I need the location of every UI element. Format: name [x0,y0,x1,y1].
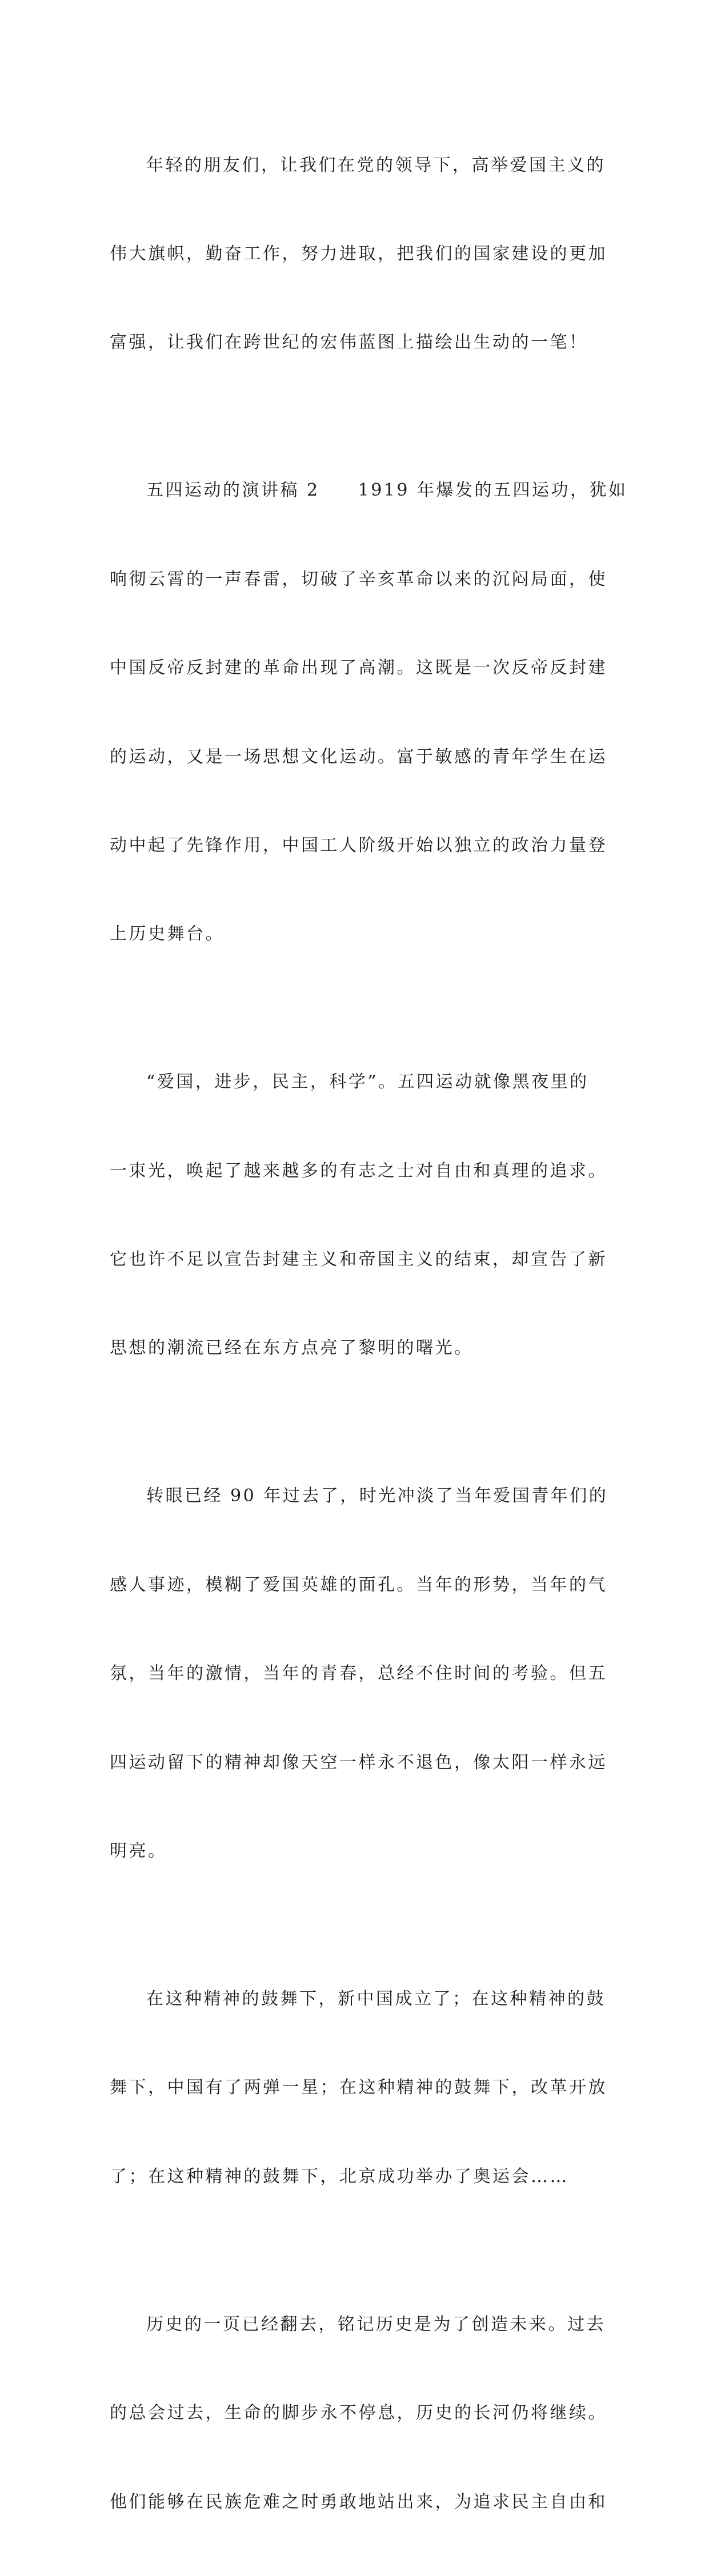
text-line: 一束光，唤起了越来越多的有志之士对自由和真理的追求。 [110,1160,607,1181]
text-line: 年轻的朋友们，让我们在党的领导下，高举爱国主义的 [146,155,606,175]
text-line: 在这种精神的鼓舞下，新中国成立了；在这种精神的鼓 [146,1989,606,2009]
text-line: 明亮。 [110,1841,167,1862]
text-line: 伟大旗帜，勤奋工作，努力进取，把我们的国家建设的更加 [110,243,607,264]
text-line: 动中起了先锋作用，中国工人阶级开始以独立的政治力量登 [110,835,607,855]
paragraph-ninety-years [110,1422,607,1926]
text-line: 富强，让我们在跨世纪的宏伟蓝图上描绘出生动的一笔！ [110,332,588,353]
text-line: 的运动，又是一场思想文化运动。富于敏感的青年学生在运 [110,746,607,767]
paragraph-patriotism-progress [110,1008,607,1422]
text-line: “爱国，进步，民主，科学”。五四运动就像黑夜里的 [146,1072,589,1092]
paragraph-speech-2-intro [110,417,628,1008]
paragraph-youth-call [110,91,607,417]
text-line: 氛，当年的激情，当年的青春，总经不住时间的考验。但五 [110,1663,607,1684]
text-line: 它也许不足以宣告封建主义和帝国主义的结束，却宣告了新 [110,1249,607,1270]
text-line: 上历史舞台。 [110,924,225,945]
text-line: 思想的潮流已经在东方点亮了黎明的曙光。 [110,1338,474,1359]
text-line: 了；在这种精神的鼓舞下，北京成功举办了奥运会…… [110,2166,569,2187]
text-line: 历史的一页已经翻去，铭记历史是为了创造未来。过去 [146,2314,606,2334]
text-line: 四运动留下的精神却像天空一样永不退色，像太阳一样永远 [110,1752,607,1773]
text-line: 五四运动的演讲稿 2 1919 年爆发的五四运功，犹如 [146,480,628,501]
paragraph-spirit-inspiration [110,1925,607,2251]
text-line: 响彻云霄的一声春雷，切破了辛亥革命以来的沉闷局面，使 [110,569,607,589]
document-body [110,91,628,2576]
text-line: 中国反帝反封建的革命出现了高潮。这既是一次反帝反封建 [110,658,607,678]
text-line: 转眼已经 90 年过去了，时光冲淡了当年爱国青年们的 [146,1486,608,1506]
text-line: 感人事迹，模糊了爱国英雄的面孔。当年的形势，当年的气 [110,1574,607,1595]
paragraph-history-page [110,2251,607,2576]
text-line: 他们能够在民族危难之时勇敢地站出来，为追求民主自由和 [110,2491,607,2512]
text-line: 的总会过去，生命的脚步永不停息，历史的长河仍将继续。 [110,2403,607,2424]
text-line: 舞下，中国有了两弹一星；在这种精神的鼓舞下，改革开放 [110,2077,607,2098]
